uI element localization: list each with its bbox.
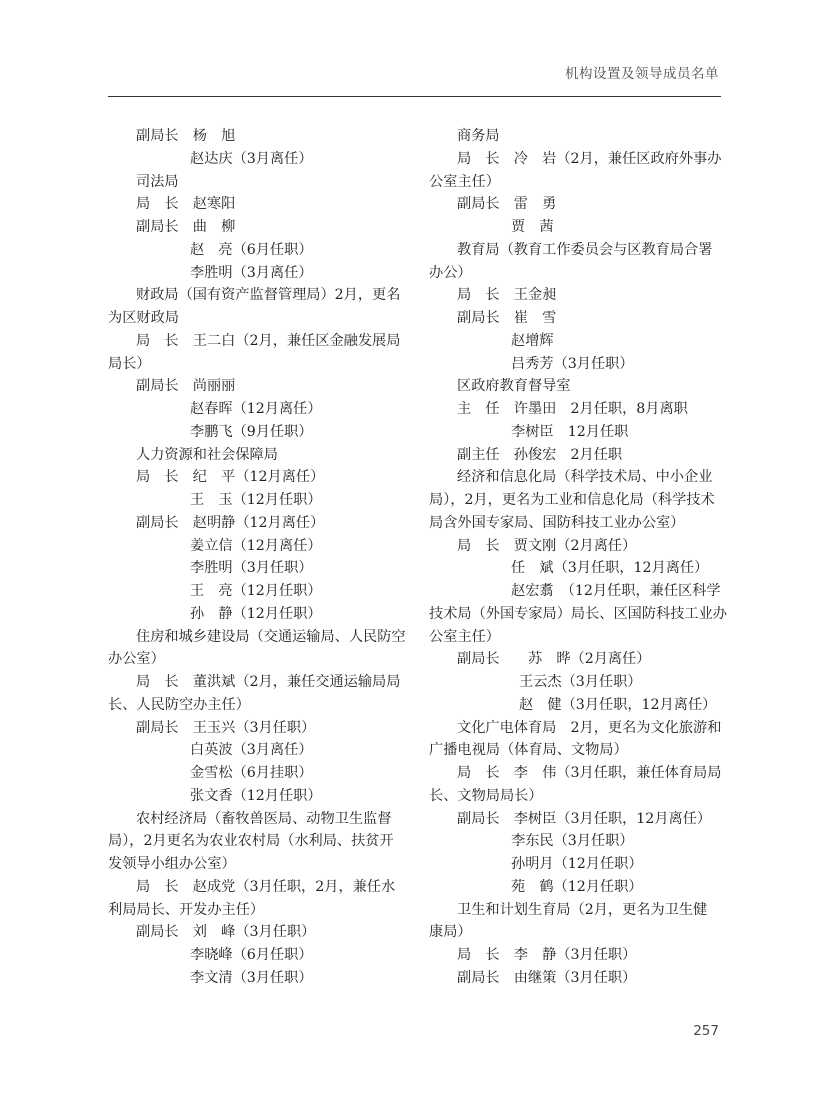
text-line: 局 长 纪 平（12月离任）: [136, 469, 325, 486]
text-line: 局 长 冷 岩（2月，兼任区政府外事办: [457, 150, 722, 167]
text-line: 办公室）: [108, 651, 165, 668]
text-line: 赵 亮（6月任职）: [190, 241, 313, 258]
text-line: 李东民（3月任职）: [511, 833, 634, 850]
text-line: 经济和信息化局（科学技术局、中小企业: [457, 469, 713, 486]
text-line: 司法局: [136, 173, 179, 190]
text-line: 副局长 崔 雪: [457, 310, 557, 326]
text-line: 局 长 王二白（2月，兼任区金融发展局: [136, 332, 401, 349]
text-line: 发领导小组办公室）: [108, 856, 236, 872]
text-line: 赵增辉: [511, 332, 554, 349]
text-line: 局 长 赵成党（3月任职，2月，兼任水: [136, 878, 396, 895]
text-line: 副局长 尚丽丽: [136, 378, 236, 395]
text-line: 文化广电体育局 2月，更名为文化旅游和: [457, 719, 722, 736]
text-line: 技术局（外国专家局）局长、区国防科技工业办: [429, 605, 727, 622]
text-line: 金雪松（6月挂职）: [190, 765, 313, 781]
text-line: 利局局长、开发办主任）: [108, 901, 265, 918]
text-line: 李胜明（3月任职）: [190, 560, 313, 577]
text-line: 副主任 孙俊宏 2月任职: [457, 446, 623, 463]
text-line: 赵春晖（12月离任）: [190, 401, 322, 417]
text-line: 李文清（3月任职）: [190, 969, 313, 986]
text-line: 商务局: [457, 128, 500, 144]
right-column: [429, 125, 734, 990]
text-line: 局 长 李 静（3月任职）: [457, 947, 637, 963]
text-line: 苑 鹤（12月任职）: [511, 878, 643, 895]
text-line: 广播电视局（体育局、文物局）: [429, 742, 628, 759]
text-line: 贾 茜: [511, 219, 554, 235]
text-line: 白英波（3月离任）: [190, 742, 313, 759]
text-line: 局 长 王金昶: [457, 287, 557, 304]
text-line: 副局长 王玉兴（3月任职）: [136, 719, 316, 736]
text-line: 李胜明（3月离任）: [190, 264, 313, 281]
text-line: 副局长 杨 旭: [136, 128, 236, 144]
header-rule: [108, 96, 721, 97]
text-line: 王 亮（12月任职）: [190, 583, 322, 599]
text-line: 卫生和计划生育局（2月，更名为卫生健: [457, 901, 708, 918]
text-line: 农村经济局（畜牧兽医局、动物卫生监督: [136, 810, 392, 827]
text-line: 副局长 曲 柳: [136, 219, 236, 235]
text-line: 孙明月（12月任职）: [511, 856, 643, 872]
text-line: 长、文物局局长）: [429, 787, 543, 804]
text-line: 赵 健（3月任职，12月离任）: [519, 696, 717, 713]
text-line: 办公）: [429, 264, 472, 281]
text-line: 赵达庆（3月离任）: [190, 150, 313, 167]
text-line: 副局长 刘 峰（3月任职）: [136, 924, 316, 941]
text-line: 副局长 苏 晔（2月离任）: [457, 651, 651, 668]
text-line: 赵宏翥 （12月任职，兼任区科学: [511, 583, 721, 599]
text-line: 财政局（国有资产监督管理局）2月，更名: [136, 287, 401, 304]
text-line: 张文香（12月任职）: [190, 787, 322, 804]
text-line: 主 任 许墨田 2月任职，8月离职: [457, 401, 688, 417]
text-line: 王 玉（12月任职）: [190, 492, 322, 508]
text-line: 副局长 雷 勇: [457, 196, 557, 213]
text-line: 李晓峰（6月任职）: [190, 947, 313, 963]
text-line: 王云杰（3月任职）: [519, 674, 642, 690]
text-line: 住房和城乡建设局（交通运输局、人民防空: [136, 628, 406, 645]
text-line: 局 长 赵寒阳: [136, 196, 236, 213]
text-line: 副局长 由继策（3月任职）: [457, 969, 637, 986]
text-line: 孙 静（12月任职）: [190, 605, 322, 622]
text-line: 局含外国专家局、国防科技工业办公室）: [429, 514, 685, 531]
text-line: 康局）: [429, 924, 472, 941]
text-line: 教育局（教育工作委员会与区教育局合署: [457, 241, 713, 258]
text-line: 公室主任）: [429, 173, 500, 190]
text-line: 李树臣 12月任职: [511, 423, 629, 440]
text-line: 吕秀芳（3月任职）: [511, 355, 634, 372]
text-line: 局），2月，更名为工业和信息化局（科学技术: [429, 492, 715, 508]
text-line: 姜立信（12月离任）: [190, 537, 322, 554]
text-line: 为区财政局: [108, 310, 179, 326]
text-line: 局 长 董洪斌（2月，兼任交通运输局局: [136, 674, 401, 690]
text-line: 局 长 李 伟（3月任职，兼任体育局局: [457, 765, 722, 781]
text-line: 李鹏飞（9月任职）: [190, 423, 313, 440]
text-line: 区政府教育督导室: [457, 378, 571, 395]
text-line: 公室主任）: [429, 628, 500, 645]
text-line: 局 长 贾文刚（2月离任）: [457, 537, 637, 554]
text-line: 任 斌（3月任职，12月离任）: [511, 560, 709, 577]
text-line: 副局长 李树臣（3月任职，12月离任）: [457, 810, 712, 827]
text-line: 局长）: [108, 355, 151, 372]
text-line: 长、人民防空办主任）: [108, 696, 250, 713]
page-number: 257: [693, 1023, 719, 1039]
text-line: 人力资源和社会保障局: [136, 446, 278, 463]
running-head: 机构设置及领导成员名单: [565, 66, 719, 82]
left-column: [108, 125, 413, 990]
text-line: 副局长 赵明静（12月离任）: [136, 514, 325, 531]
text-line: 局），2月更名为农业农村局（水利局、扶贫开: [108, 833, 394, 850]
